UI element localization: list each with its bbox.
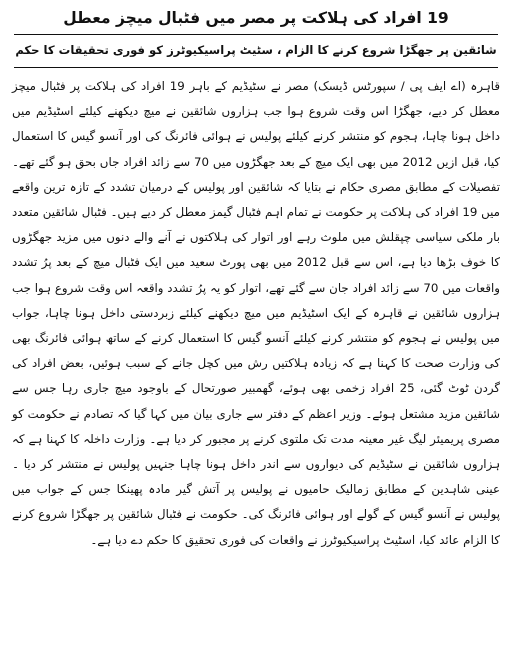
article-paragraph: قاہرہ (اے ایف پی / سپورٹس ڈیسک) مصر نے سٹیڈیم کے باہر 19 افراد کی ہلاکت پر فٹبال میچز معطل کر دیے، جھگڑا اس وقت شروع ہوا جب ہزاروں شائقین نے میچ دیکھنے کیلئے اسٹیڈیم میں داخل ہونا چاہا، ہجوم کو منتشر کرنے کیلئے پولیس نے ہوائی فائرنگ کی اور آنسو گیس کا استعمال کیا، قبل ازیں 2012 میں بھی ایک میچ کے بعد جھگڑوں میں 70 سے زائد افراد جاں بحق ہو گئے تھے۔ تفصیلات کے مطابق مصری حکام نے بتایا کہ شائقین اور پولیس کے درمیان تشدد کے تازہ ترین واقعے میں 19 افراد کی ہلاکت پر حکومت نے تمام اہم فٹبال گیمز معطل کر دیے ہیں۔ فٹبال شائقین متعدد بار ملکی سیاسی چپقلش میں ملوث رہے اور اتوار کی ہلاکتوں نے آنے والے دنوں میں مزید جھگڑوں کا خوف بڑھا دیا ہے، اس سے قبل 2012 میں بھی پورٹ سعید میں ایک فٹبال میچ کے بعد پرُ تشدد واقعات میں 70 سے زائد افراد جان سے گئے تھے، اتوار کو یہ پرُ تشدد واقعہ اس وقت شروع ہوا جب ہزاروں شائقین نے قاہرہ کے ایک اسٹیڈیم میں میچ دیکھنے کیلئے زبردستی داخل ہونا چاہا، جواب میں پولیس نے ہجوم کو منتشر کرنے کیلئے آنسو گیس کا استعمال کرنے کے ساتھ ہوائی فائرنگ بھی کی وزارت صحت کا کہنا ہے کہ زیادہ ہلاکتیں رش میں کچل جانے کے سبب ہوئیں، بعض افراد کی گردن ٹوٹ گئی، 25 افراد زخمی بھی ہوئے، گھمبیر صورتحال کے باوجود میچ جاری رہا جس سے شائقین مزید مشتعل ہوئے۔ وزیر اعظم کے دفتر سے جاری بیان میں کہا گیا کہ تصادم نے حکومت کو مصری پریمیئر لیگ غیر معینہ مدت تک ملتوی کرنے پر مجبور کر دیا ہے۔ وزارت داخلہ کا کہنا ہے کہ ہزاروں شائقین نے سٹیڈیم کی دیواروں سے اندر داخل ہونا چاہا جنہیں پولیس نے منتشر کر دیا ۔ عینی شاہدین کے مطابق زمالیک حامیوں نے پولیس پر آتش گیر مادہ پھینکا جس کے جواب میں پولیس نے آنسو گیس کے گولے اور ہوائی فائرنگ کی۔ حکومت نے فٹبال شائقین پر جھگڑا شروع کرنے کا الزام عائد کیا، اسٹیٹ پراسیکیوٹرز نے واقعات کی فوری تحقیق کا حکم دے دیا ہے۔ xyxy=(12,79,501,547)
article-body xyxy=(12,74,500,553)
headline: 19 افراد کی ہلاکت پر مصر میں فٹبال میچز معطل xyxy=(63,9,449,27)
headline-divider-bottom xyxy=(14,67,498,68)
headline-divider-top xyxy=(14,34,498,35)
subheadline: شائقین پر جھگڑا شروع کرنے کا الزام ، سٹیٹ پراسیکیوٹرز کو فوری تحقیقات کا حکم xyxy=(15,43,497,57)
